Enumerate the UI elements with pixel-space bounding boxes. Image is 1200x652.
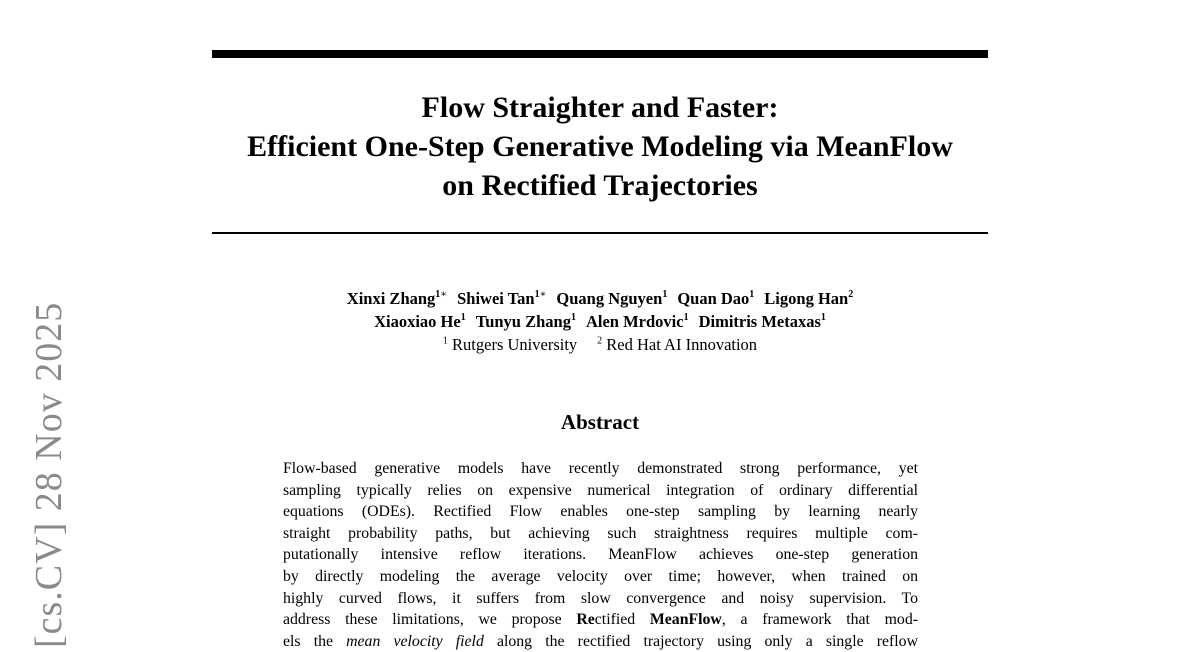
- affiliation-marker: 1∗: [435, 288, 448, 300]
- affiliation-name: Red Hat AI Innovation: [602, 335, 758, 354]
- author-name-text: Ligong Han: [764, 289, 849, 308]
- equal-contribution-marker: ∗: [539, 288, 547, 300]
- abstract-line: straight probability paths, but achieving such straightness requires multiple com-: [283, 524, 918, 542]
- abstract-body: [283, 458, 918, 652]
- author-name-text: Quan Dao: [677, 289, 750, 308]
- title-bottom-rule: [212, 232, 988, 234]
- affiliation-marker: 1: [820, 311, 826, 323]
- affiliation-marker: 1: [460, 311, 466, 323]
- affiliation-marker: 1: [683, 311, 689, 323]
- author-name: [586, 312, 689, 331]
- abstract-line: equations (ODEs). Rectified Flow enables one-step sampling by learning nearly: [283, 503, 918, 521]
- abstract-line: highly curved flows, it suffers from slow convergence and noisy supervision. To: [283, 589, 918, 607]
- affiliation-marker: 1: [570, 311, 576, 323]
- author-name: [476, 312, 576, 331]
- affiliation-name: Rutgers University: [447, 335, 578, 354]
- title-line-2: Efficient One-Step Generative Modeling via MeanFlow: [247, 130, 953, 163]
- text-run: address these limitations, we propose: [283, 611, 577, 629]
- paper-title: [190, 88, 1010, 205]
- author-name: [677, 289, 754, 308]
- author-name: [556, 289, 667, 308]
- author-name-text: Shiwei Tan: [457, 289, 535, 308]
- text-run: els the: [283, 632, 347, 650]
- abstract-heading: Abstract: [560, 410, 640, 434]
- author-name-text: Xiaoxiao He: [374, 312, 461, 331]
- author-name: [457, 289, 546, 308]
- bold-text: MeanFlow: [649, 611, 722, 629]
- text-run: ctified: [594, 611, 650, 629]
- abstract-line: [283, 631, 918, 652]
- abstract-line: by directly modeling the average velocity over time; however, when trained on: [283, 567, 918, 585]
- author-name-text: Xinxi Zhang: [346, 289, 436, 308]
- author-name-text: Quang Nguyen: [556, 289, 663, 308]
- abstract-line: sampling typically relies on expensive numerical integration of ordinary differential: [283, 481, 918, 499]
- text-run: along the rectified trajectory using only a single reflow: [483, 632, 918, 650]
- author-name-text: Dimitris Metaxas: [698, 312, 821, 331]
- title-line-3: on Rectified Trajectories: [442, 169, 758, 202]
- affiliation-marker: 2: [848, 288, 854, 300]
- abstract-line: putationally intensive reflow iterations. MeanFlow achieves one-step generation: [283, 546, 918, 564]
- author-line-2: [200, 310, 1000, 333]
- title-line-1: Flow Straighter and Faster:: [421, 91, 779, 124]
- author-line-1: [200, 287, 1000, 310]
- arxiv-stamp: [cs.CV] 28 Nov 2025: [28, 301, 70, 648]
- author-name: [374, 312, 466, 331]
- affiliation-number: 1: [442, 335, 448, 347]
- affiliation: [443, 335, 577, 354]
- text-run: , a framework that mod-: [721, 611, 918, 629]
- affiliation-marker: 1: [662, 288, 668, 300]
- author-name-text: Tunyu Zhang: [475, 312, 571, 331]
- affiliation-marker: 1∗: [534, 288, 547, 300]
- author-name: [699, 312, 826, 331]
- abstract-line: Flow-based generative models have recently demonstrated strong performance, yet: [283, 460, 918, 477]
- title-top-rule: [212, 50, 988, 58]
- italic-text: mean velocity field: [346, 632, 484, 650]
- affiliation-number: 2: [597, 335, 603, 347]
- author-name: [764, 289, 853, 308]
- author-name: [347, 289, 447, 308]
- affiliation-marker: 1: [749, 288, 755, 300]
- affiliation-line: [200, 333, 1000, 356]
- equal-contribution-marker: ∗: [440, 288, 448, 300]
- bold-text: Re: [576, 611, 595, 629]
- author-name-text: Alen Mrdovic: [585, 312, 684, 331]
- abstract-line: [283, 609, 918, 631]
- affiliation: [597, 335, 757, 354]
- author-block: [200, 287, 1000, 356]
